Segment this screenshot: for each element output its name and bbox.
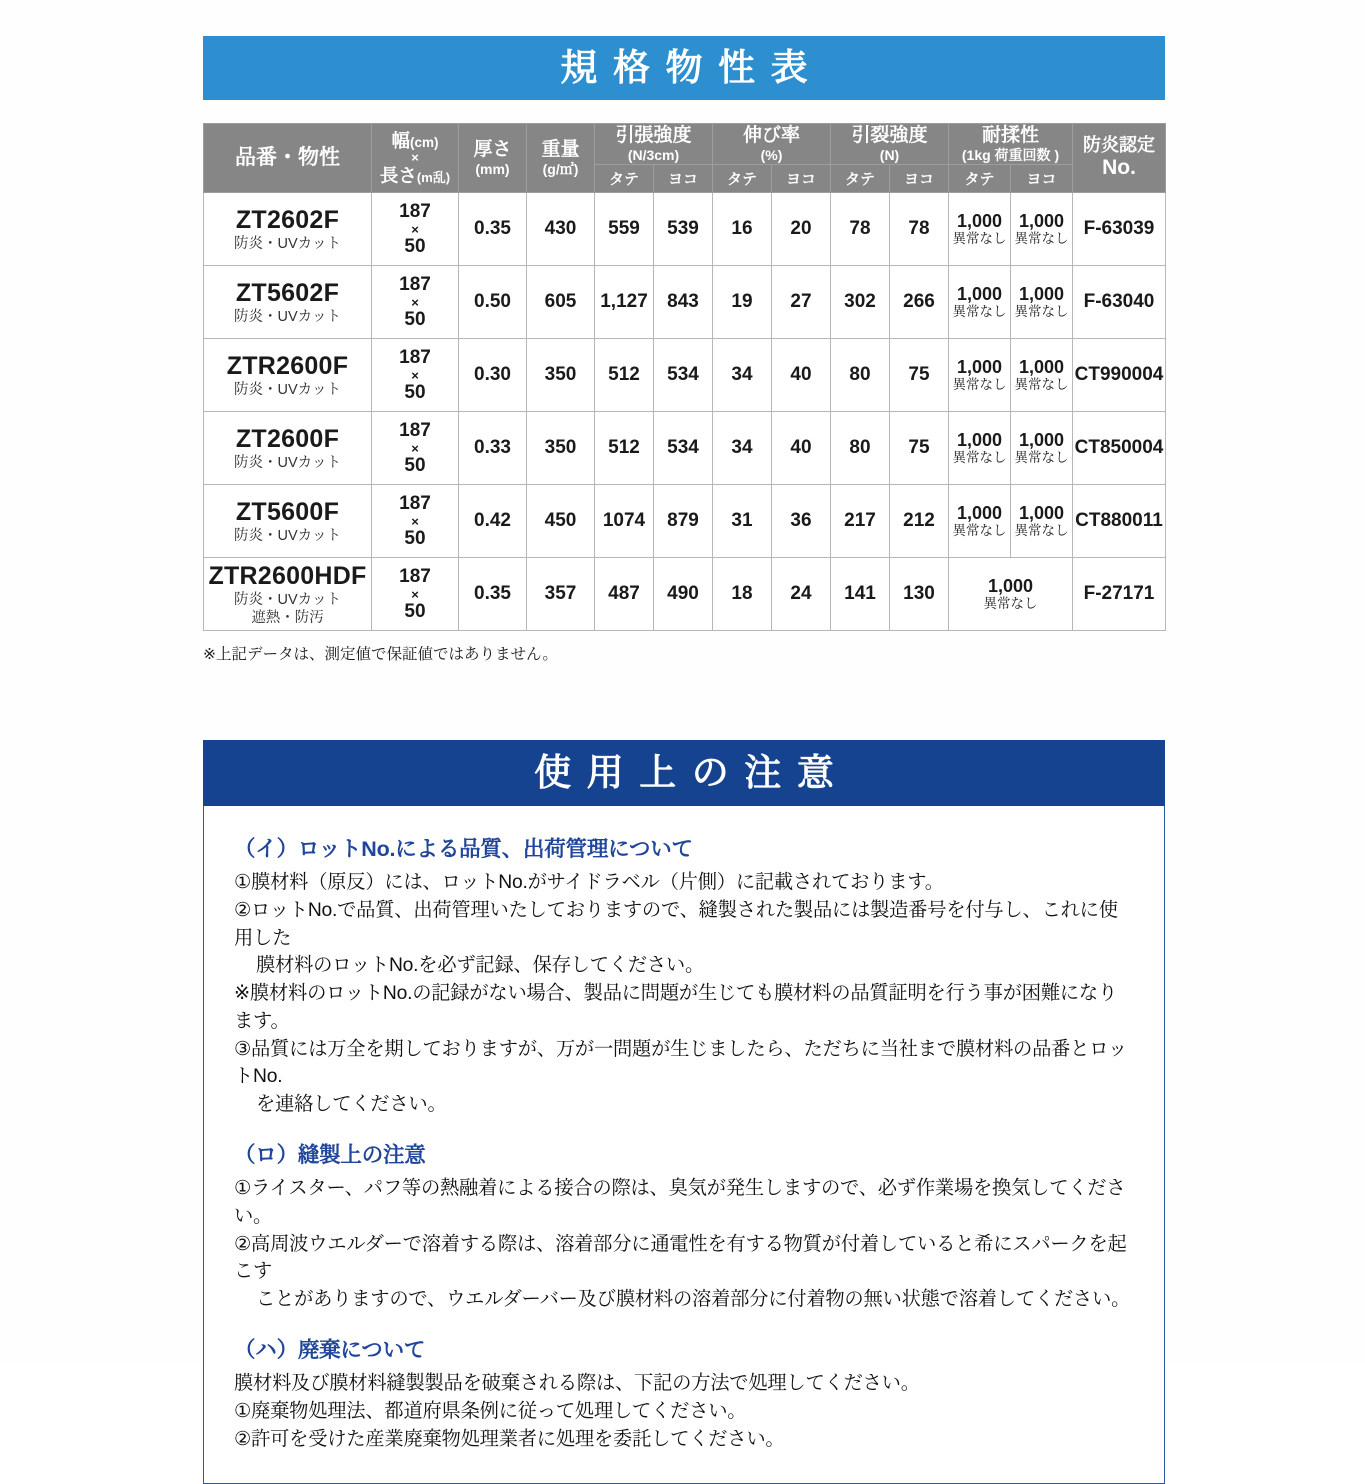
- header-tear-unit: (N): [879, 147, 900, 164]
- note-line: ②ロットNo.で品質、出荷管理いたしておりますので、縫製された製品には製造番号を付与し、これに使用した: [234, 899, 1118, 949]
- cell-elongation-yoko: 40: [772, 339, 831, 412]
- note-line: ①廃棄物処理法、都道府県条例に従って処理してください。: [234, 1400, 747, 1422]
- cell-tensile-yoko: 879: [654, 485, 713, 558]
- cell-flex-yoko: [1011, 412, 1073, 485]
- cell-tear-yoko: 78: [890, 193, 949, 266]
- header-tensile-tate: タテ: [595, 165, 654, 193]
- cell-tensile-yoko: 490: [654, 558, 713, 631]
- note-line: ①ライスター、パフ等の熱融着による接合の際は、臭気が発生しますので、必ず作業場を換気してください。: [234, 1178, 1126, 1227]
- value-width: 187: [399, 420, 431, 442]
- cell-flex-yoko: [1011, 193, 1073, 266]
- flex-count: 1,000: [956, 429, 1003, 450]
- cell-product: [204, 193, 372, 266]
- cell-product: [204, 266, 372, 339]
- cell-tensile-yoko: 843: [654, 266, 713, 339]
- header-tear-tate: タテ: [831, 165, 890, 193]
- flex-note: 異常なし: [1014, 449, 1069, 465]
- cell-flex-yoko: [1011, 339, 1073, 412]
- value-length: 50: [404, 235, 426, 257]
- header-tear-yoko: ヨコ: [890, 165, 949, 193]
- header-thickness-unit: (mm): [475, 161, 510, 178]
- cell-cert-no: F-27171: [1073, 558, 1166, 631]
- cell-tear-tate: 302: [831, 266, 890, 339]
- product-code: ZT2602F: [235, 206, 340, 235]
- value-times: ×: [411, 221, 419, 237]
- cell-weight: 350: [527, 339, 595, 412]
- cell-cert-no: CT880011: [1073, 485, 1166, 558]
- flex-count: 1,000: [1018, 502, 1065, 523]
- header-elongation-tate: タテ: [713, 165, 772, 193]
- note-line: 膜材料のロットNo.を必ず記録、保存してください。: [256, 955, 705, 977]
- cell-tensile-tate: 1074: [595, 485, 654, 558]
- header-tensile: [595, 124, 713, 165]
- table-row: [204, 193, 1166, 266]
- cell-weight: 357: [527, 558, 595, 631]
- value-width: 187: [399, 347, 431, 369]
- table-header-row-main: [204, 124, 1166, 165]
- cell-flex-yoko: [1011, 485, 1073, 558]
- cell-weight: 430: [527, 193, 595, 266]
- product-code: ZT5602F: [235, 279, 340, 308]
- cell-elongation-tate: 34: [713, 339, 772, 412]
- cell-tear-tate: 217: [831, 485, 890, 558]
- cell-tear-yoko: 130: [890, 558, 949, 631]
- cell-flex-tate: [949, 412, 1011, 485]
- cell-cert-no: CT990004: [1073, 339, 1166, 412]
- table-row: [204, 412, 1166, 485]
- header-elongation-unit: (%): [760, 147, 783, 164]
- product-attribute: 防炎・UVカット: [234, 528, 341, 545]
- value-times: ×: [411, 367, 419, 383]
- header-width-label: 幅: [391, 130, 410, 152]
- cell-thickness: 0.35: [459, 193, 527, 266]
- value-times: ×: [411, 294, 419, 310]
- flex-count: 1,000: [987, 575, 1034, 596]
- cell-elongation-yoko: 36: [772, 485, 831, 558]
- flex-count: 1,000: [1018, 283, 1065, 304]
- header-width-length: [372, 124, 459, 193]
- cell-tensile-tate: 512: [595, 412, 654, 485]
- cell-tear-tate: 80: [831, 412, 890, 485]
- cell-flex-tate: [949, 193, 1011, 266]
- header-elongation-label: 伸び率: [742, 125, 800, 146]
- header-length-label: 長さ: [379, 164, 417, 186]
- header-tensile-label: 引張強度: [615, 125, 692, 146]
- spec-section: [203, 36, 1165, 664]
- flex-note: 異常なし: [1014, 376, 1069, 392]
- header-tensile-unit: (N/3cm): [627, 147, 680, 164]
- product-attribute: 防炎・UVカット: [234, 455, 341, 472]
- cell-thickness: 0.35: [459, 558, 527, 631]
- header-flex-tate: タテ: [949, 165, 1011, 193]
- cell-tear-yoko: 75: [890, 412, 949, 485]
- header-flex-unit: (1kg 荷重回数 ): [961, 147, 1060, 164]
- note-group: [234, 1333, 1134, 1453]
- header-weight-label: 重量: [541, 139, 580, 160]
- cell-product: [204, 412, 372, 485]
- cell-product: [204, 558, 372, 631]
- product-code: ZT5600F: [235, 498, 340, 527]
- cell-elongation-tate: 16: [713, 193, 772, 266]
- table-row: [204, 266, 1166, 339]
- cell-width-length: [372, 412, 459, 485]
- note-line: ②許可を受けた産業廃棄物処理業者に処理を委託してください。: [234, 1428, 785, 1450]
- header-flex-label: 耐揉性: [981, 125, 1039, 146]
- cell-thickness: 0.50: [459, 266, 527, 339]
- note-heading: （ロ）縫製上の注意: [234, 1143, 426, 1168]
- header-times: ×: [411, 150, 419, 166]
- product-code: ZT2600F: [235, 425, 340, 454]
- flex-count: 1,000: [956, 210, 1003, 231]
- header-cert: [1073, 124, 1166, 193]
- flex-count: 1,000: [956, 356, 1003, 377]
- note-line: ①膜材料（原反）には、ロットNo.がサイドラベル（片側）に記載されております。: [234, 872, 944, 893]
- cell-flex-tate: [949, 266, 1011, 339]
- value-length: 50: [404, 454, 426, 476]
- note-group: [234, 1138, 1134, 1314]
- header-tensile-yoko: ヨコ: [654, 165, 713, 193]
- header-product: 品番・物性: [204, 124, 372, 193]
- cell-width-length: [372, 339, 459, 412]
- note-line: ことがありますので、ウエルダーバー及び膜材料の溶着部分に付着物の無い状態で溶着してください。: [256, 1289, 1131, 1311]
- cell-tear-tate: 78: [831, 193, 890, 266]
- table-row: [204, 485, 1166, 558]
- cell-thickness: 0.42: [459, 485, 527, 558]
- flex-note: 異常なし: [983, 595, 1038, 611]
- cell-tear-yoko: 212: [890, 485, 949, 558]
- value-width: 187: [399, 493, 431, 515]
- note-line: を連絡してください。: [256, 1094, 447, 1116]
- cell-flex-merged: [949, 558, 1073, 631]
- cell-product: [204, 339, 372, 412]
- value-times: ×: [411, 440, 419, 456]
- spec-banner-title: 規格物性表: [203, 36, 1165, 100]
- flex-note: 異常なし: [952, 303, 1007, 319]
- cell-cert-no: CT850004: [1073, 412, 1166, 485]
- cell-flex-tate: [949, 339, 1011, 412]
- flex-count: 1,000: [1018, 210, 1065, 231]
- value-length: 50: [404, 600, 426, 622]
- flex-count: 1,000: [956, 283, 1003, 304]
- header-flex: [949, 124, 1073, 165]
- flex-note: 異常なし: [952, 376, 1007, 392]
- cell-tensile-tate: 512: [595, 339, 654, 412]
- flex-count: 1,000: [956, 502, 1003, 523]
- header-elongation-yoko: ヨコ: [772, 165, 831, 193]
- cell-tear-yoko: 75: [890, 339, 949, 412]
- header-length-unit: (m乱): [416, 169, 451, 185]
- cell-thickness: 0.33: [459, 412, 527, 485]
- header-cert-label: 防炎認定: [1083, 135, 1155, 156]
- cell-flex-tate: [949, 485, 1011, 558]
- notes-section: [203, 740, 1165, 1484]
- flex-note: 異常なし: [1014, 230, 1069, 246]
- cell-flex-yoko: [1011, 266, 1073, 339]
- flex-note: 異常なし: [952, 449, 1007, 465]
- cell-width-length: [372, 193, 459, 266]
- cell-width-length: [372, 485, 459, 558]
- value-width: 187: [399, 201, 431, 223]
- cell-elongation-yoko: 20: [772, 193, 831, 266]
- product-attribute: 防炎・UVカット: [234, 236, 341, 253]
- cell-tensile-tate: 487: [595, 558, 654, 631]
- header-flex-yoko: ヨコ: [1011, 165, 1073, 193]
- product-attribute: 遮熱・防汚: [251, 610, 324, 627]
- note-line: ③品質には万全を期しておりますが、万が一問題が生じましたら、ただちに当社まで膜材料の品番とロットNo.: [234, 1038, 1127, 1088]
- cell-elongation-yoko: 27: [772, 266, 831, 339]
- spec-table-body: [204, 193, 1166, 631]
- cell-cert-no: F-63039: [1073, 193, 1166, 266]
- value-times: ×: [411, 586, 419, 602]
- flex-count: 1,000: [1018, 429, 1065, 450]
- cell-elongation-tate: 18: [713, 558, 772, 631]
- note-group: [234, 832, 1134, 1119]
- value-length: 50: [404, 381, 426, 403]
- cell-elongation-tate: 19: [713, 266, 772, 339]
- flex-note: 異常なし: [1014, 522, 1069, 538]
- value-length: 50: [404, 527, 426, 549]
- header-width-unit: (cm): [410, 135, 439, 151]
- header-weight: [527, 124, 595, 193]
- note-heading: （ハ）廃棄について: [234, 1337, 426, 1362]
- cell-tensile-yoko: 539: [654, 193, 713, 266]
- product-attribute: 防炎・UVカット: [234, 382, 341, 399]
- header-elongation: [713, 124, 831, 165]
- cell-weight: 350: [527, 412, 595, 485]
- cell-elongation-yoko: 24: [772, 558, 831, 631]
- spec-table-header: [204, 124, 1166, 193]
- product-code: ZTR2600F: [226, 352, 349, 381]
- header-tear: [831, 124, 949, 165]
- header-thickness-label: 厚さ: [473, 139, 512, 160]
- cell-width-length: [372, 558, 459, 631]
- cell-elongation-tate: 31: [713, 485, 772, 558]
- table-row: [204, 339, 1166, 412]
- spec-footnote: ※上記データは、測定値で保証値ではありません。: [203, 646, 558, 664]
- header-thickness: [459, 124, 527, 193]
- spec-table: [203, 123, 1166, 631]
- value-width: 187: [399, 566, 431, 588]
- flex-note: 異常なし: [1014, 303, 1069, 319]
- value-width: 187: [399, 274, 431, 296]
- cell-width-length: [372, 266, 459, 339]
- table-row: [204, 558, 1166, 631]
- cell-elongation-tate: 34: [713, 412, 772, 485]
- cell-tensile-yoko: 534: [654, 339, 713, 412]
- cell-tear-yoko: 266: [890, 266, 949, 339]
- cell-tensile-tate: 559: [595, 193, 654, 266]
- cell-elongation-yoko: 40: [772, 412, 831, 485]
- header-cert-no: No.: [1102, 156, 1136, 180]
- cell-product: [204, 485, 372, 558]
- value-times: ×: [411, 513, 419, 529]
- note-line: 膜材料及び膜材料縫製製品を破棄される際は、下記の方法で処理してください。: [234, 1372, 920, 1394]
- cell-tear-tate: 141: [831, 558, 890, 631]
- cell-weight: 605: [527, 266, 595, 339]
- header-weight-unit: (g/㎡): [542, 161, 579, 178]
- notes-body: [203, 806, 1165, 1484]
- flex-count: 1,000: [1018, 356, 1065, 377]
- cell-tear-tate: 80: [831, 339, 890, 412]
- flex-note: 異常なし: [952, 522, 1007, 538]
- cell-cert-no: F-63040: [1073, 266, 1166, 339]
- product-attribute: 防炎・UVカット: [234, 592, 341, 609]
- flex-note: 異常なし: [952, 230, 1007, 246]
- notes-banner-title: 使用上の注意: [203, 740, 1165, 806]
- cell-thickness: 0.30: [459, 339, 527, 412]
- cell-tensile-yoko: 534: [654, 412, 713, 485]
- note-heading: （イ）ロットNo.による品質、出荷管理について: [234, 837, 693, 861]
- cell-tensile-tate: 1,127: [595, 266, 654, 339]
- value-length: 50: [404, 308, 426, 330]
- note-line: ②高周波ウエルダーで溶着する際は、溶着部分に通電性を有する物質が付着していると希にスパークを起こす: [234, 1233, 1127, 1283]
- cell-weight: 450: [527, 485, 595, 558]
- product-code: ZTR2600HDF: [208, 562, 367, 591]
- note-line: ※膜材料のロットNo.の記録がない場合、製品に問題が生じても膜材料の品質証明を行う事が困難になります。: [234, 983, 1118, 1032]
- header-tear-label: 引裂強度: [851, 125, 928, 146]
- product-attribute: 防炎・UVカット: [234, 309, 341, 326]
